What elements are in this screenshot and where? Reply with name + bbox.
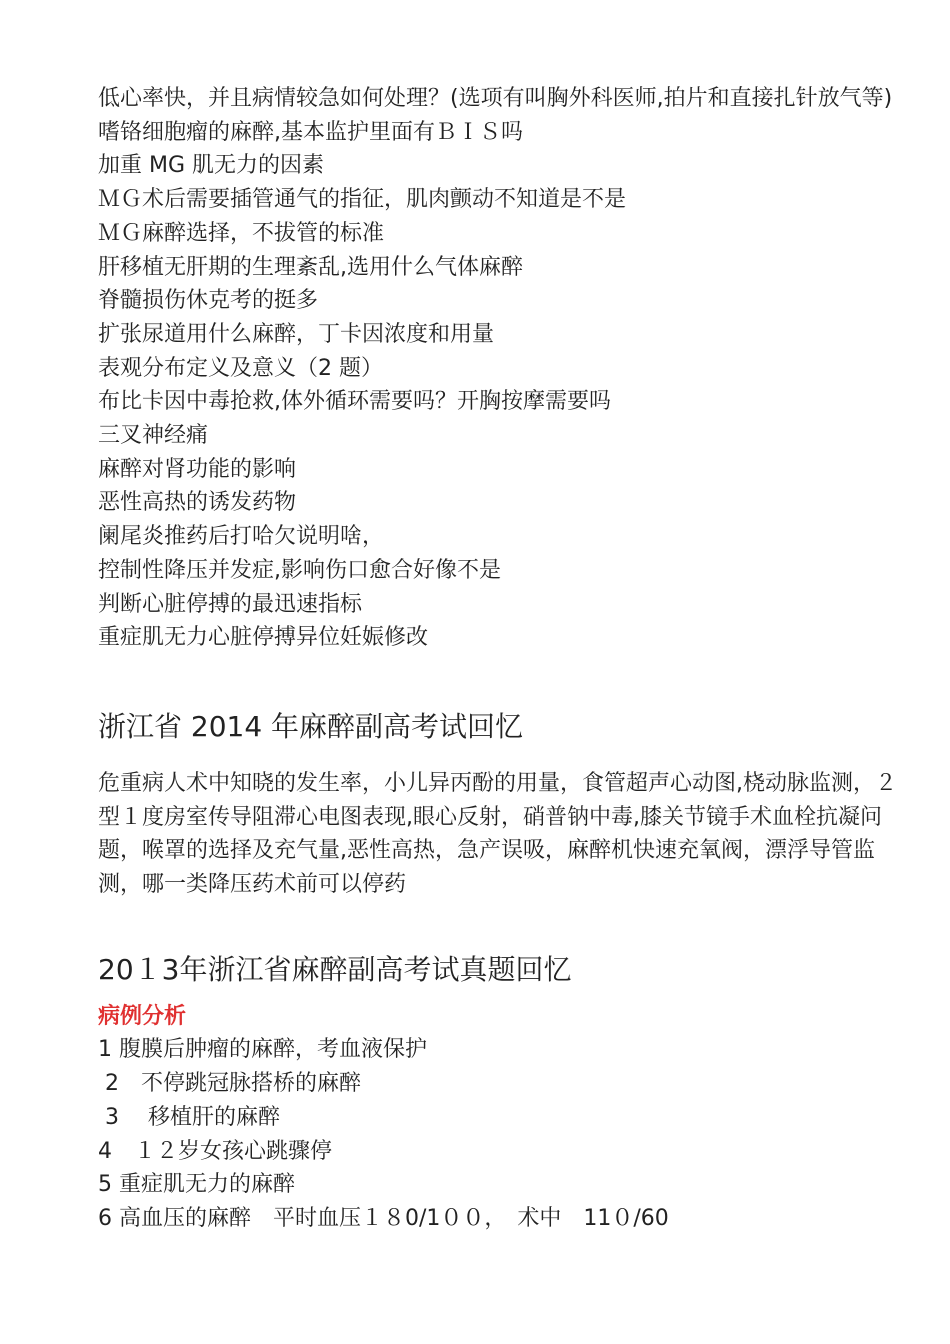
case-item: 2 不停跳冠脉搭桥的麻醉 xyxy=(98,1071,361,1097)
intro-line: 肝移植无肝期的生理紊乱,选用什么气体麻醉 xyxy=(98,254,523,280)
intro-line: 表观分布定义及意义（2 题） xyxy=(98,355,383,381)
case-item: 3 移植肝的麻醉 xyxy=(98,1104,280,1130)
intro-line: 布比卡因中毒抢救,体外循环需要吗？开胸按摩需要吗 xyxy=(98,389,611,415)
section-2014-title: 浙江省 2014 年麻醉副高考试回忆 xyxy=(98,709,524,743)
intro-line: 控制性降压并发症,影响伤口愈合好像不是 xyxy=(98,557,501,583)
intro-line: 阑尾炎推药后打哈欠说明啥， xyxy=(98,524,385,550)
case-item: 6 高血压的麻醉 平时血压１８0/1００， 术中 11０/60 xyxy=(98,1205,669,1231)
case-list xyxy=(98,1033,903,1235)
case-analysis-label: 病例分析 xyxy=(98,1003,187,1029)
case-item: 1 腹膜后肿瘤的麻醉，考血液保护 xyxy=(98,1037,427,1063)
intro-line: 脊髓损伤休克考的挺多 xyxy=(98,288,319,314)
intro-line: 嗜铬细胞瘤的麻醉,基本监护里面有ＢＩＳ吗 xyxy=(98,119,523,145)
intro-line: 重症肌无力心脏停搏异位妊娠修改 xyxy=(98,625,429,651)
intro-line: ＭＧ术后需要插管通气的指征，肌肉颤动不知道是不是 xyxy=(98,187,627,213)
case-item: 5 重症肌无力的麻醉 xyxy=(98,1172,295,1198)
intro-line: 三叉神经痛 xyxy=(98,423,209,449)
intro-line: 低心率快，并且病情较急如何处理？(选项有叫胸外科医师,拍片和直接扎针放气等) xyxy=(98,86,893,111)
intro-line: 恶性高热的诱发药物 xyxy=(98,490,297,516)
section-2014-paragraph: 危重病人术中知晓的发生率，小儿异丙酚的用量，食管超声心动图,桡动脉监测，２型１度房室传导阻滞心电图表现,眼心反射，硝普钠中毒,膝关节镜手术血栓抗凝问题，喉罩的选择及充气量,恶性高热，急产误吸，麻醉机快速充氧阀，漂浮导管监测，哪一类降压药术前可以停药 xyxy=(98,770,897,898)
intro-line: 判断心脏停搏的最迅速指标 xyxy=(98,591,363,617)
intro-line: 扩张尿道用什么麻醉，丁卡因浓度和用量 xyxy=(98,321,495,347)
document-page xyxy=(98,82,903,1236)
case-item: 4 １２岁女孩心跳骤停 xyxy=(98,1138,332,1164)
intro-line: 加重 MG 肌无力的因素 xyxy=(98,153,325,179)
intro-line: 麻醉对肾功能的影响 xyxy=(98,456,297,482)
intro-list xyxy=(98,82,903,655)
intro-line: ＭＧ麻醉选择，不拔管的标准 xyxy=(98,220,385,246)
section-2013-title: 20１3年浙江省麻醉副高考试真题回忆 xyxy=(98,952,572,986)
